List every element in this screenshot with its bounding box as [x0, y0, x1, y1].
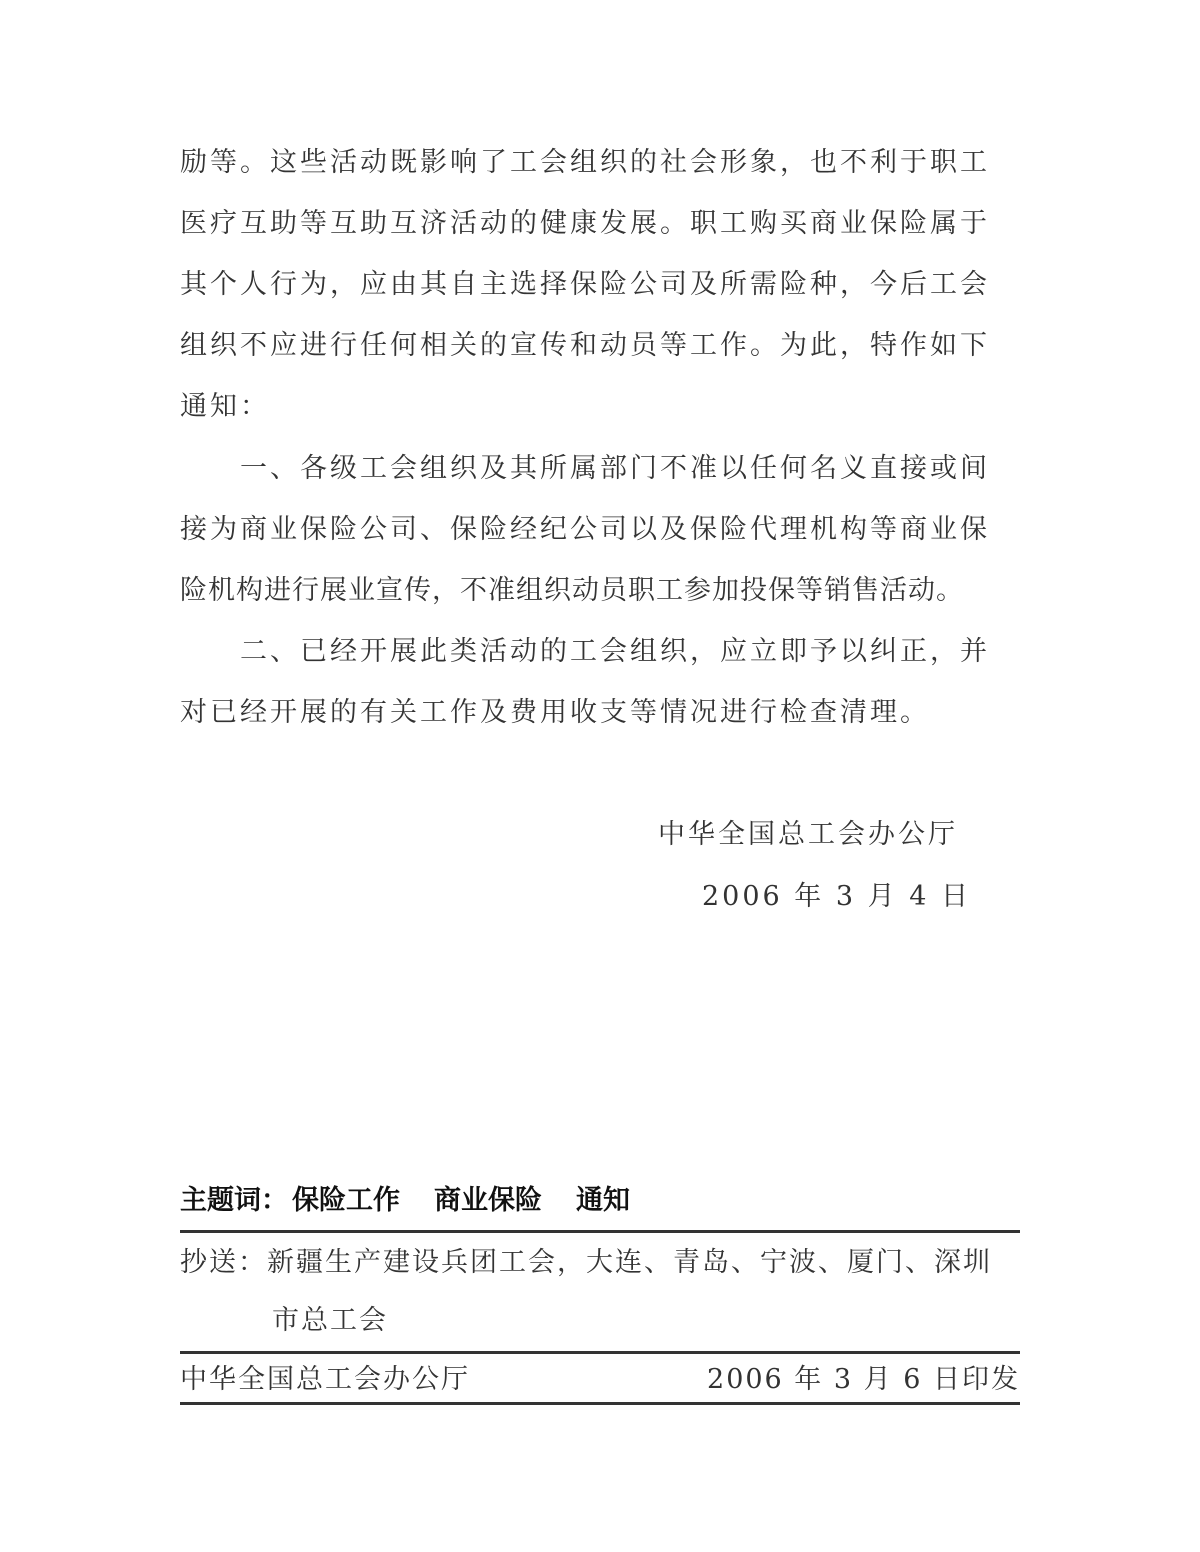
keyword-item: 通知 [576, 1185, 630, 1216]
body-line-8: 险机构进行展业宣传，不准组织动员职工参加投保等销售活动。 [180, 575, 964, 606]
cc-recipients: 新疆生产建设兵团工会，大连、青岛、宁波、厦门、深圳 [267, 1247, 992, 1278]
body-line-7: 接为商业保险公司、保险经纪公司以及保险代理机构等商业保 [180, 514, 990, 545]
divider-rule [180, 1351, 1020, 1354]
cc-line-2: 市总工会 [272, 1305, 388, 1336]
divider-rule [180, 1402, 1020, 1405]
body-line-9: 二、已经开展此类活动的工会组织，应立即予以纠正，并 [180, 636, 990, 667]
body-line-4: 组织不应进行任何相关的宣传和动员等工作。为此，特作如下 [180, 330, 990, 361]
keyword-item: 商业保险 [434, 1185, 542, 1216]
cc-label: 抄送： [180, 1247, 267, 1278]
keywords-label: 主题词： [180, 1185, 288, 1216]
signature-org: 中华全国总工会办公厅 [658, 819, 958, 850]
footer-issued-date: 2006 年 3 月 6 日印发 [707, 1364, 1020, 1395]
signature-date: 2006 年 3 月 4 日 [702, 881, 971, 912]
body-line-2: 医疗互助等互助互济活动的健康发展。职工购买商业保险属于 [180, 208, 990, 239]
body-line-3: 其个人行为，应由其自主选择保险公司及所需险种，今后工会 [180, 269, 990, 300]
footer-issuer: 中华全国总工会办公厅 [180, 1364, 470, 1395]
body-line-10: 对已经开展的有关工作及费用收支等情况进行检查清理。 [180, 697, 930, 728]
body-line-6: 一、各级工会组织及其所属部门不准以任何名义直接或间 [180, 453, 990, 484]
keywords-line [180, 1181, 664, 1221]
cc-line-1 [180, 1243, 992, 1283]
body-line-5: 通知： [180, 391, 270, 422]
body-line-1: 励等。这些活动既影响了工会组织的社会形象，也不利于职工 [180, 147, 990, 178]
divider-rule [180, 1230, 1020, 1233]
keyword-item: 保险工作 [292, 1185, 400, 1216]
